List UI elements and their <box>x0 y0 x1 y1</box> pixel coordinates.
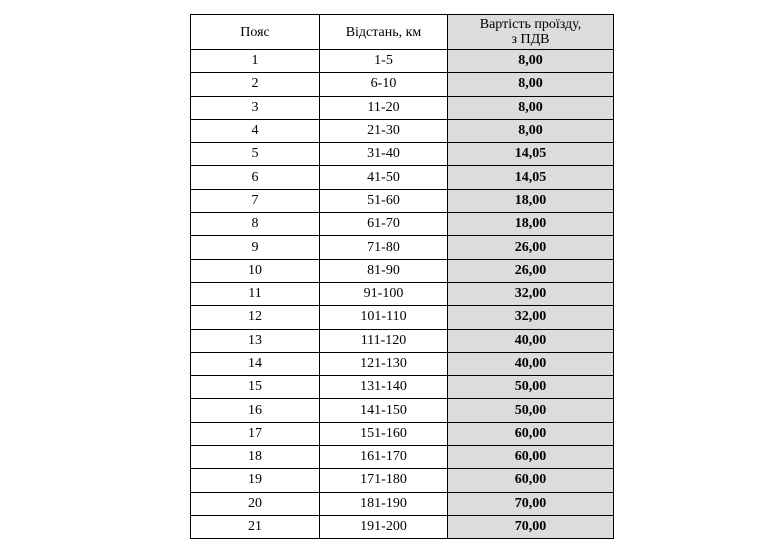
table-row <box>191 96 614 119</box>
zone-cell: 4 <box>191 119 320 142</box>
table-row <box>191 376 614 399</box>
table-row <box>191 515 614 538</box>
fare-table <box>190 14 614 539</box>
zone-cell: 2 <box>191 73 320 96</box>
price-cell: 14,05 <box>448 143 614 166</box>
distance-cell: 191-200 <box>320 515 448 538</box>
table-row <box>191 469 614 492</box>
header-price-line1: Вартість проїзду, <box>479 17 582 32</box>
distance-cell: 1-5 <box>320 50 448 73</box>
table-row <box>191 329 614 352</box>
zone-cell: 3 <box>191 96 320 119</box>
table-row <box>191 166 614 189</box>
price-cell: 70,00 <box>448 492 614 515</box>
distance-cell: 71-80 <box>320 236 448 259</box>
distance-cell: 91-100 <box>320 282 448 305</box>
distance-cell: 31-40 <box>320 143 448 166</box>
distance-cell: 21-30 <box>320 119 448 142</box>
price-cell: 70,00 <box>448 515 614 538</box>
price-cell: 8,00 <box>448 96 614 119</box>
price-cell: 18,00 <box>448 189 614 212</box>
zone-cell: 8 <box>191 213 320 236</box>
table-row <box>191 119 614 142</box>
price-cell: 8,00 <box>448 119 614 142</box>
distance-cell: 131-140 <box>320 376 448 399</box>
header-price-line2: з ПДВ <box>511 32 550 47</box>
zone-cell: 1 <box>191 50 320 73</box>
distance-cell: 151-160 <box>320 422 448 445</box>
zone-cell: 13 <box>191 329 320 352</box>
fare-table-body <box>191 50 614 539</box>
zone-cell: 21 <box>191 515 320 538</box>
header-distance: Відстань, км <box>320 15 448 50</box>
price-cell: 26,00 <box>448 236 614 259</box>
price-cell: 18,00 <box>448 213 614 236</box>
zone-cell: 15 <box>191 376 320 399</box>
table-row <box>191 143 614 166</box>
zone-cell: 14 <box>191 352 320 375</box>
price-cell: 8,00 <box>448 73 614 96</box>
distance-cell: 51-60 <box>320 189 448 212</box>
zone-cell: 18 <box>191 446 320 469</box>
distance-cell: 121-130 <box>320 352 448 375</box>
zone-cell: 17 <box>191 422 320 445</box>
price-cell: 40,00 <box>448 352 614 375</box>
table-row <box>191 259 614 282</box>
table-row <box>191 422 614 445</box>
zone-cell: 19 <box>191 469 320 492</box>
distance-cell: 11-20 <box>320 96 448 119</box>
table-row <box>191 492 614 515</box>
table-row <box>191 282 614 305</box>
price-cell: 60,00 <box>448 422 614 445</box>
zone-cell: 9 <box>191 236 320 259</box>
distance-cell: 111-120 <box>320 329 448 352</box>
price-cell: 32,00 <box>448 306 614 329</box>
zone-cell: 16 <box>191 399 320 422</box>
distance-cell: 141-150 <box>320 399 448 422</box>
distance-cell: 6-10 <box>320 73 448 96</box>
table-row <box>191 73 614 96</box>
distance-cell: 181-190 <box>320 492 448 515</box>
distance-cell: 81-90 <box>320 259 448 282</box>
zone-cell: 10 <box>191 259 320 282</box>
table-row <box>191 446 614 469</box>
table-row <box>191 352 614 375</box>
distance-cell: 61-70 <box>320 213 448 236</box>
header-row <box>191 15 614 50</box>
price-cell: 26,00 <box>448 259 614 282</box>
table-row <box>191 306 614 329</box>
table-row <box>191 399 614 422</box>
distance-cell: 161-170 <box>320 446 448 469</box>
header-zone: Пояс <box>191 15 320 50</box>
distance-cell: 171-180 <box>320 469 448 492</box>
table-row <box>191 50 614 73</box>
price-cell: 50,00 <box>448 376 614 399</box>
price-cell: 60,00 <box>448 446 614 469</box>
price-cell: 8,00 <box>448 50 614 73</box>
price-cell: 14,05 <box>448 166 614 189</box>
header-price <box>448 15 614 50</box>
zone-cell: 12 <box>191 306 320 329</box>
price-cell: 60,00 <box>448 469 614 492</box>
table-row <box>191 213 614 236</box>
zone-cell: 5 <box>191 143 320 166</box>
price-cell: 50,00 <box>448 399 614 422</box>
distance-cell: 101-110 <box>320 306 448 329</box>
zone-cell: 7 <box>191 189 320 212</box>
table-row <box>191 236 614 259</box>
price-cell: 32,00 <box>448 282 614 305</box>
zone-cell: 11 <box>191 282 320 305</box>
distance-cell: 41-50 <box>320 166 448 189</box>
table-row <box>191 189 614 212</box>
price-cell: 40,00 <box>448 329 614 352</box>
zone-cell: 20 <box>191 492 320 515</box>
zone-cell: 6 <box>191 166 320 189</box>
